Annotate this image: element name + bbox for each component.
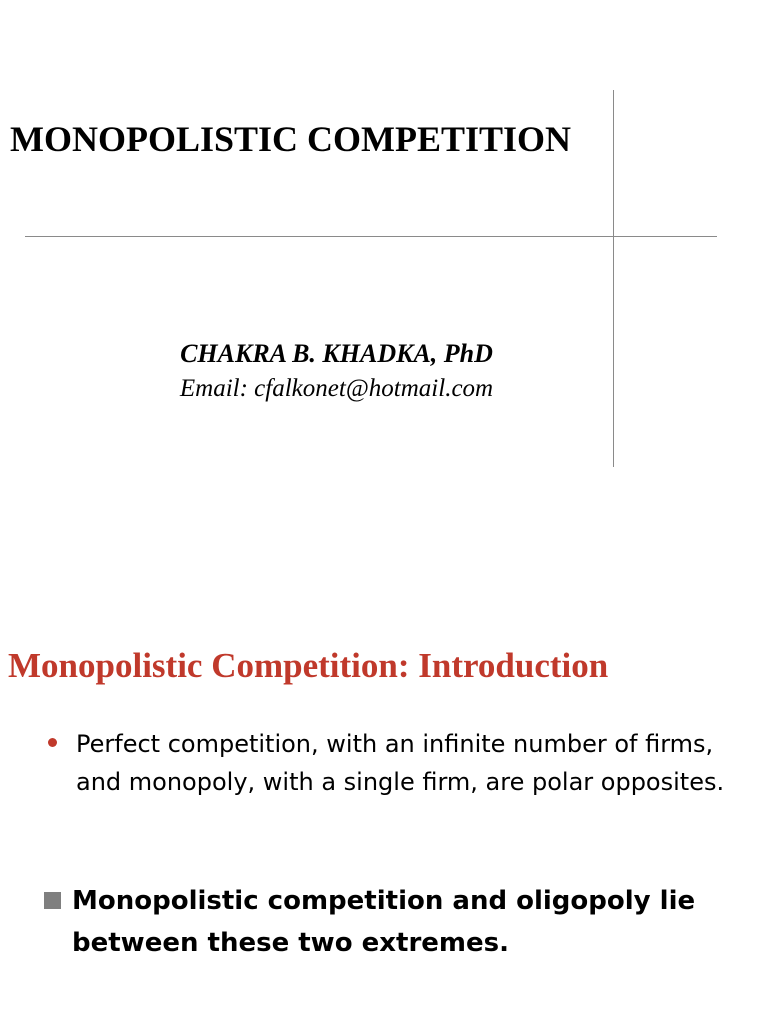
vertical-rule	[613, 90, 614, 467]
bullet-text: Perfect competition, with an infinite number of firms, and monopoly, with a single firm, are polar opposites.	[76, 730, 725, 796]
horizontal-rule	[25, 236, 717, 237]
slide-title: Monopolistic Competition: Introduction	[8, 646, 609, 685]
slide-title: MONOPOLISTIC COMPETITION	[10, 119, 572, 159]
round-bullet-icon	[48, 738, 57, 747]
author-email: Email: cfalkonet@hotmail.com	[179, 375, 494, 402]
bullet-text: Monopolistic competition and oligopoly lie between these two extremes.	[72, 886, 696, 958]
intro-slide	[0, 600, 768, 1024]
author-name: CHAKRA B. KHADKA, PhD	[180, 339, 493, 368]
square-bullet-icon	[44, 892, 61, 909]
bullet-item	[44, 880, 734, 964]
bullet-item	[48, 725, 728, 801]
